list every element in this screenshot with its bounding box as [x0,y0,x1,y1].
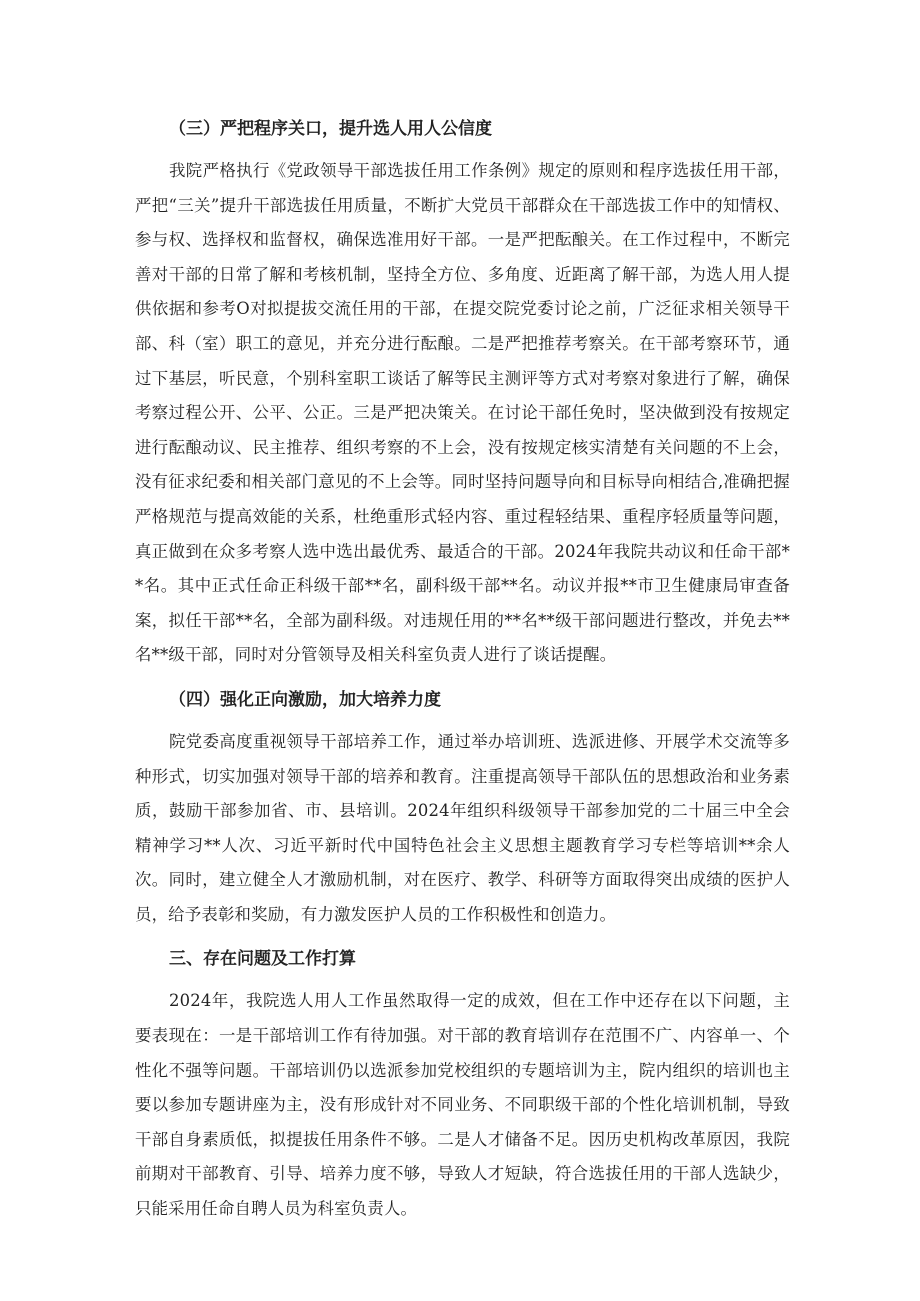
part-paragraph-3: 2024年，我院选人用人工作虽然取得一定的成效，但在工作中还存在以下问题，主要表现在：一是干部培训工作有待加强。对干部的教育培训存在范围不广、内容单一、个性化不强等问题。干部培训仍以选派参加党校组织的专题培训为主，院内组织的培训也主要以参加专题讲座为主，没有形成针对不同业务、不同职级干部的个性化培训机制，导致干部自身素质低，拟提拔任用条件不够。二是人才储备不足。因历史机构改革原因，我院前期对干部教育、引导、培养力度不够，导致人才短缺，符合选拔任用的干部人选缺少，只能采用任命自聘人员为科室负责人。 [135,991,790,1219]
section-heading-4: （四）强化正向激励，加大培养力度 [169,689,441,710]
part-heading-3: 三、存在问题及工作打算 [169,949,356,970]
section-paragraph-4: 院党委高度重视领导干部培养工作，通过举办培训班、选派进修、开展学术交流等多种形式，切实加强对领导干部的培养和教育。注重提高领导干部队伍的思想政治和业务素质，鼓励干部参加省、市、县培训。2024年组织科级领导干部参加党的二十届三中全会精神学习**人次、习近平新时代中国特色社会主义思想主题教育学习专栏等培训**余人次。同时，建立健全人才激励机制，对在医疗、教学、科研等方面取得突出成绩的医护人员，给予表彰和奖励，有力激发医护人员的工作积极性和创造力。 [135,731,790,924]
document-content [135,112,790,1237]
section-heading-3: （三）严把程序关口，提升选人用人公信度 [169,119,492,139]
section-paragraph-3: 我院严格执行《党政领导干部选拔任用工作条例》规定的原则和程序选拔任用干部，严把“三关”提升干部选拔任用质量，不断扩大党员干部群众在干部选拔工作中的知情权、参与权、选择权和监督权，确保选准用好干部。一是严把酝酿关。在工作过程中，不断完善对干部的日常了解和考核机制，坚持全方位、多角度、近距离了解干部，为选人用人提供依据和参考O对拟提拔交流任用的干部，在提交院党委讨论之前，广泛征求相关领导干部、科（室）职工的意见，并充分进行酝酿。二是严把推荐考察关。在干部考察环节，通过下基层，听民意，个别科室职工谈话了解等民主测评等方式对考察对象进行了解，确保考察过程公开、公平、公正。三是严把决策关。在讨论干部任免时，坚决做到没有按规定进行酝酿动议、民主推荐、组织考察的不上会，没有按规定核实清楚有关问题的不上会，没有征求纪委和相关部门意见的不上会等。同时坚持问题导向和目标导向相结合,准确把握严格规范与提高效能的关系，杜绝重形式轻内容、重过程轻结果、重程序轻质量等问题，真正做到在众多考察人选中选出最优秀、最适合的干部。2024年我院共动议和任命干部**名。其中正式任命正科级干部**名，副科级干部**名。动议并报**市卫生健康局审查备案，拟任干部**名，全部为副科级。对违规任用的**名**级干部问题进行整改，并免去**名**级干部，同时对分管领导及相关科室负责人进行了谈话提醒。 [135,161,790,665]
